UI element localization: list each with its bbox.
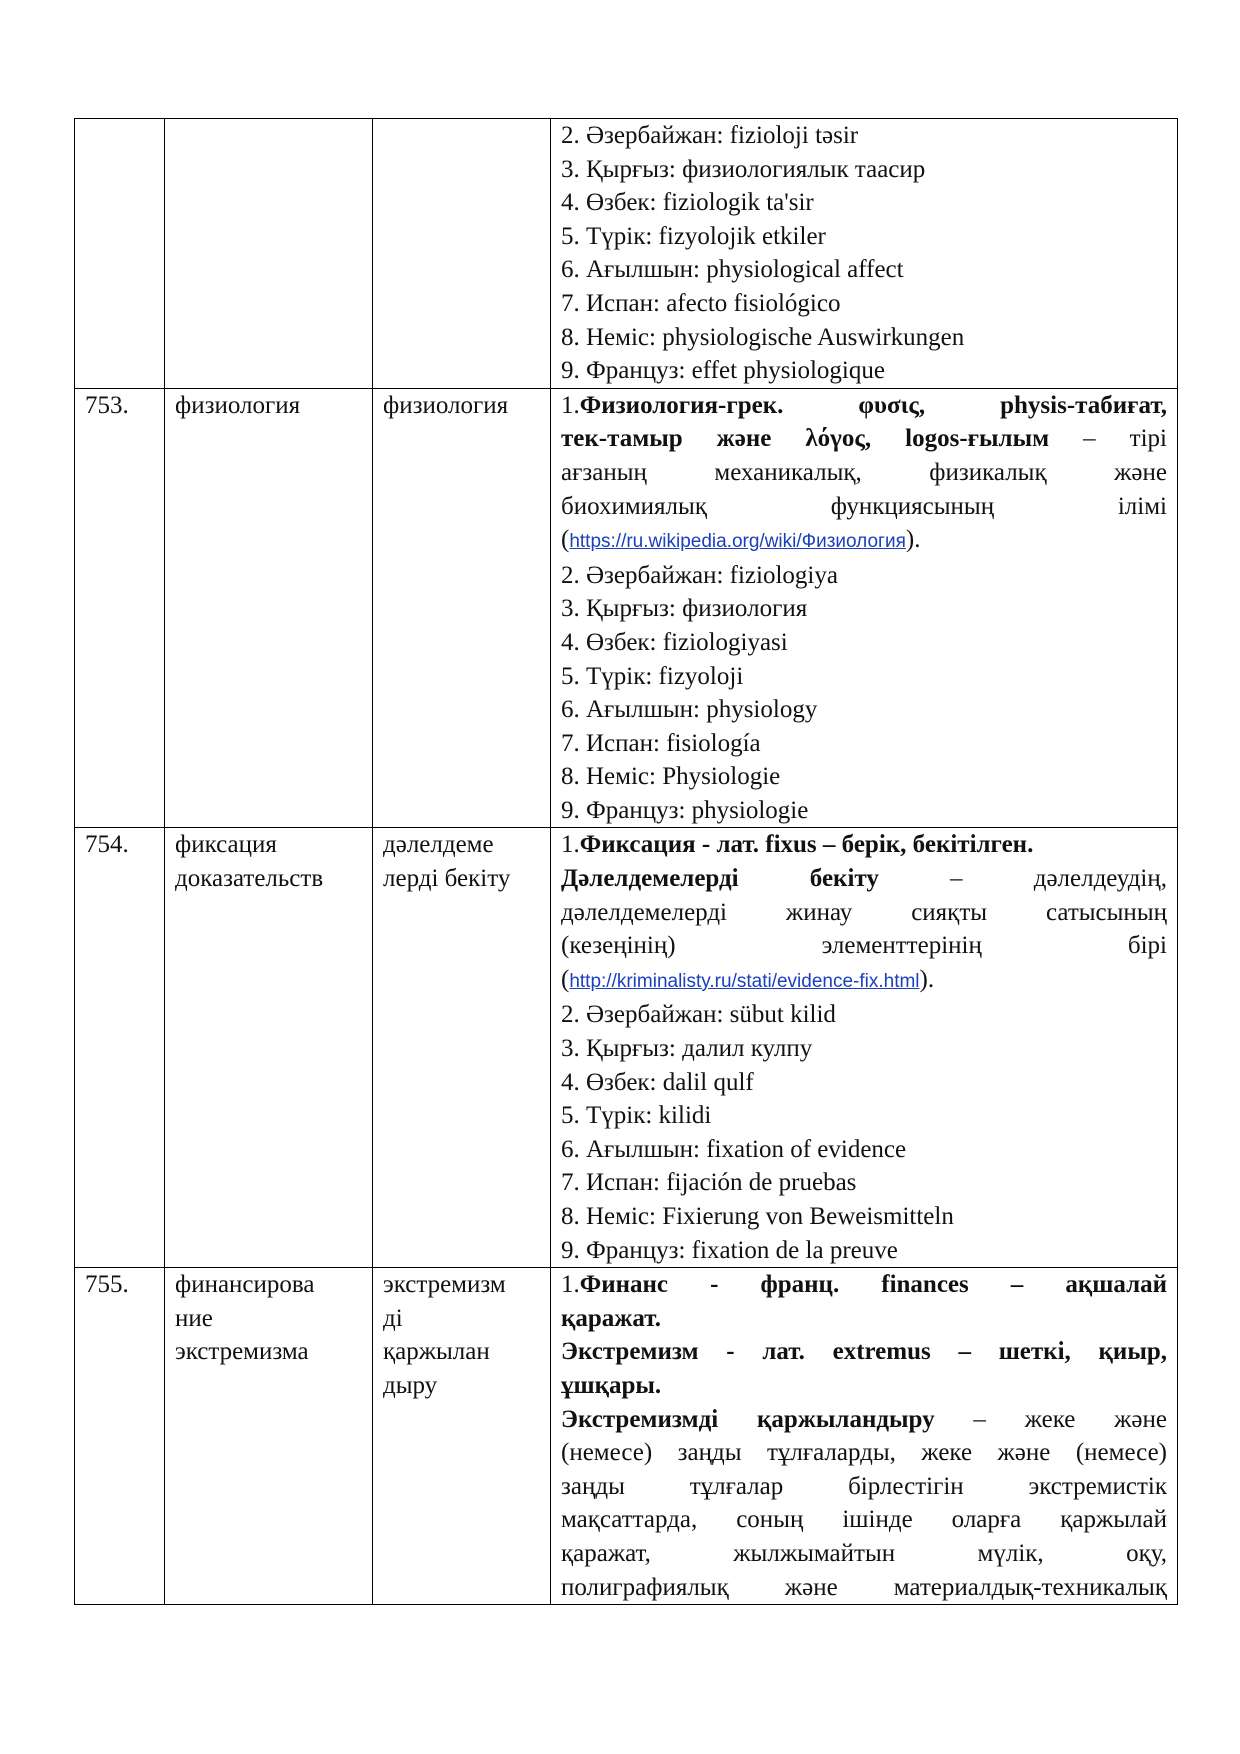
- definition-bold: Экстремизмді қаржыландыру: [561, 1405, 935, 1433]
- entry-number: [75, 119, 165, 389]
- definition-text: – дәлелдеудің,: [878, 865, 1168, 893]
- translation-line: 3. Қырғыз: далил кулпу: [561, 1035, 813, 1063]
- translation-line: 4. Өзбек: dalil qulf: [561, 1068, 754, 1096]
- translation-line: 8. Неміс: Fixierung von Beweismitteln: [561, 1203, 954, 1230]
- table-row: [75, 1268, 1178, 1605]
- table-row: [75, 388, 1178, 828]
- table-row: [75, 119, 1178, 389]
- entry-number: 753.: [75, 388, 165, 828]
- translations-cell: [551, 119, 1178, 389]
- kazakh-term: [373, 119, 551, 389]
- definition-line: [561, 828, 1167, 862]
- russian-term-line: экстремизма: [175, 1338, 309, 1366]
- definition-bold: Дәлелдемелерді бекіту: [561, 865, 879, 893]
- kazakh-term-line: дыру: [383, 1371, 438, 1399]
- definition-line: биохимиялық функциясының ілімі: [561, 492, 1167, 520]
- definition-prefix: 1.: [561, 391, 580, 419]
- definition-line: ағзаның механикалық, физикалық және: [561, 458, 1167, 486]
- translation-line: 9. Француз: physiologie: [561, 796, 809, 824]
- translation-line: 9. Француз: fixation de la preuve: [561, 1236, 898, 1264]
- kazakh-term: физиология: [373, 388, 551, 828]
- russian-term: [165, 1268, 373, 1605]
- translation-line: 6. Ағылшын: physiological affect: [561, 256, 904, 284]
- definition-line: [561, 389, 1167, 423]
- translation-line: 8. Неміс: physiologische Auswirkungen: [561, 323, 965, 351]
- definition-line: [561, 1403, 1167, 1437]
- translation-line: 8. Неміс: Physiologie: [561, 763, 781, 791]
- kazakh-term-line: дәлелдеме: [383, 831, 494, 859]
- definition-line: [561, 1335, 1167, 1369]
- kazakh-term-line: экстремизм: [383, 1271, 506, 1299]
- definition-line: (кезеңінің) элементтерінің бірі: [561, 932, 1167, 960]
- definition-cell: [551, 1268, 1178, 1605]
- translation-line: 6. Ағылшын: physiology: [561, 696, 818, 724]
- definition-cell: [551, 388, 1178, 828]
- definition-line: [561, 1268, 1167, 1302]
- definition-bold: қаражат.: [561, 1304, 661, 1332]
- definition-cell: [551, 828, 1178, 1268]
- definition-line: [561, 1369, 1167, 1403]
- russian-term-line: ние: [175, 1304, 213, 1332]
- russian-term-line: финансирова: [175, 1271, 315, 1299]
- entry-number: 755.: [75, 1268, 165, 1605]
- definition-line: дәлелдемелерді жинау сияқты сатысының: [561, 898, 1167, 926]
- kazakh-term-line: лерді бекіту: [383, 865, 511, 893]
- translation-line: 5. Түрік: fizyoloji: [561, 662, 744, 690]
- definition-prefix: 1.: [561, 831, 580, 859]
- translation-line: 3. Қырғыз: физиология: [561, 595, 808, 623]
- definition-line: [561, 862, 1167, 896]
- definition-line: [561, 422, 1167, 456]
- definition-bold: ұшқары.: [561, 1371, 662, 1399]
- kazakh-term-line: ді: [383, 1304, 403, 1332]
- russian-term-line: доказательств: [175, 865, 324, 893]
- source-line: (http://kriminalisty.ru/stati/evidence-fix.html).: [561, 965, 935, 993]
- translation-line: 4. Өзбек: fiziologiyasi: [561, 628, 788, 656]
- russian-term: физиология: [165, 388, 373, 828]
- definition-bold: тек-тамыр және λόγος, logos-ғылым: [561, 425, 1050, 453]
- translation-line: 6. Ағылшын: fixation of evidence: [561, 1135, 907, 1163]
- kazakh-term: [373, 1268, 551, 1605]
- definition-line: (немесе) заңды тұлғаларды, жеке және (немесе): [561, 1439, 1167, 1467]
- source-link[interactable]: http://kriminalisty.ru/stati/evidence-fix.html: [569, 970, 920, 992]
- translation-line: 7. Испан: fisiología: [561, 729, 761, 757]
- source-link[interactable]: https://ru.wikipedia.org/wiki/Физиология: [569, 531, 906, 553]
- definition-bold: Фиксация - лат. fixus – берік, бекітілген.: [579, 831, 1034, 859]
- russian-term: [165, 119, 373, 389]
- definition-bold: Экстремизм - лат. extremus – шеткі, қиыр,: [561, 1338, 1167, 1366]
- kazakh-term: [373, 828, 551, 1268]
- russian-term-line: фиксация: [175, 831, 277, 859]
- definition-text: – жеке және: [934, 1405, 1167, 1433]
- translation-line: 3. Қырғыз: физиологиялык таасир: [561, 155, 926, 183]
- definition-line: қаражат, жылжымайтын мүлік, оқу,: [561, 1539, 1167, 1567]
- definition-line: заңды тұлғалар бірлестігін экстремистік: [561, 1472, 1167, 1500]
- translation-line: 9. Француз: effet physiologique: [561, 357, 885, 385]
- translation-line: 2. Әзербайжан: fiziologiya: [561, 561, 838, 589]
- kazakh-term-line: қаржылан: [383, 1338, 490, 1366]
- definition-line: мақсаттарда, соның ішінде оларға қаржылай: [561, 1506, 1167, 1534]
- definition-line: полиграфиялық және материалдық-техникалық: [561, 1573, 1167, 1601]
- entry-number: 754.: [75, 828, 165, 1268]
- definition-line: [561, 1302, 1167, 1336]
- table-row: [75, 828, 1178, 1268]
- translation-line: 7. Испан: afecto fisiológico: [561, 289, 841, 317]
- russian-term: [165, 828, 373, 1268]
- definition-prefix: 1.: [561, 1271, 580, 1299]
- translation-line: 2. Әзербайжан: fizioloji təsir: [561, 122, 859, 149]
- translation-line: 4. Өзбек: fiziologik ta'sir: [561, 189, 814, 217]
- translation-line: 2. Әзербайжан: sübut kilid: [561, 1001, 836, 1029]
- translation-line: 7. Испан: fijación de pruebas: [561, 1169, 857, 1197]
- definition-bold: Физиология-грек. φυσις, physis-табиғат,: [579, 391, 1167, 419]
- source-line: (https://ru.wikipedia.org/wiki/Физиология).: [561, 526, 921, 554]
- dictionary-table: [74, 118, 1178, 1605]
- translation-line: 5. Түрік: kilidi: [561, 1102, 712, 1130]
- translation-line: 5. Түрік: fizyolojik etkiler: [561, 222, 826, 250]
- definition-bold: Финанс - франц. finances – ақшалай: [579, 1271, 1167, 1299]
- definition-text: – тірі: [1049, 425, 1167, 453]
